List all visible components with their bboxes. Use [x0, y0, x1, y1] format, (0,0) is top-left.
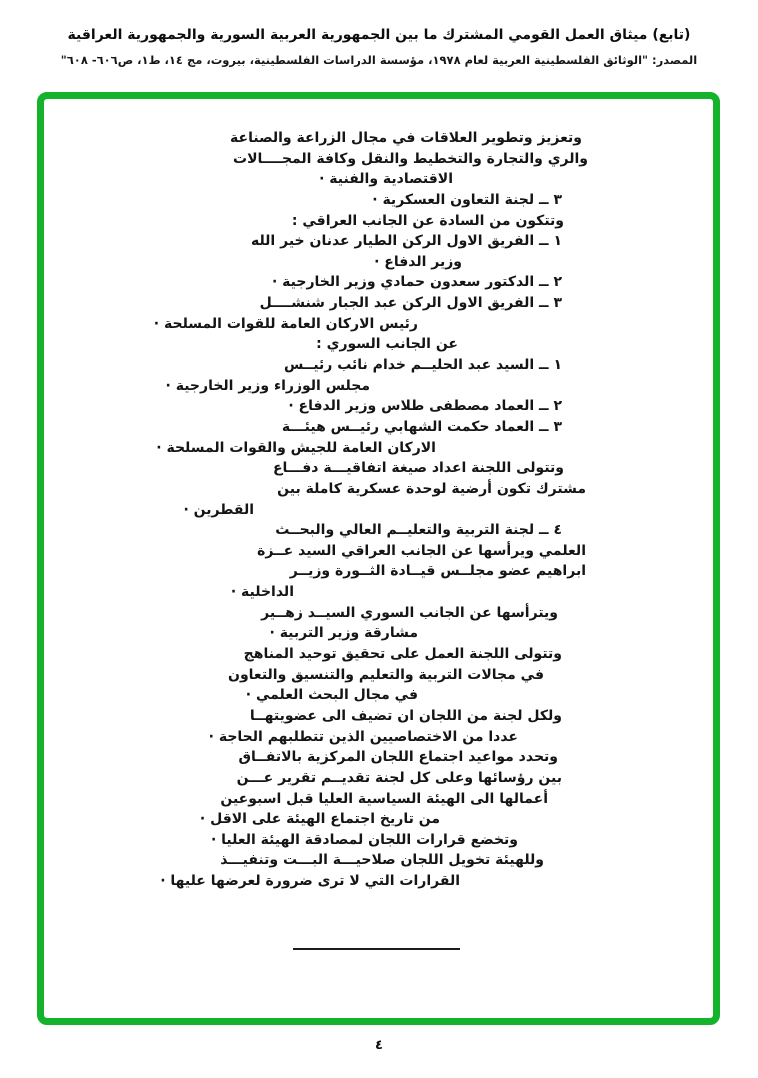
text-line: العلمي ويرأسها عن الجانب العراقي السيد عــزة	[257, 542, 586, 559]
footer-divider-line	[293, 948, 460, 950]
text-line: ويترأسها عن الجانب السوري السيــد زهــير	[261, 604, 558, 621]
text-line: والري والتجارة والتخطيط والنقل وكافة المجــــالات	[233, 150, 588, 167]
text-line: وللهيئة تخويل اللجان صلاحيـــة البـــت وتنفيـــذ	[220, 852, 544, 869]
text-line: القرارات التي لا ترى ضرورة لعرضها عليها ·	[160, 873, 460, 890]
text-line: ولكل لجنة من اللجان ان تضيف الى عضويتهــا	[249, 707, 562, 724]
text-line: القطرين ·	[183, 501, 254, 518]
page-header	[20, 24, 738, 68]
text-line: مجلس الوزراء وزير الخارجية ·	[165, 377, 370, 394]
text-line: وتعزيز وتطوير العلاقات في مجال الزراعة والصناعة	[230, 130, 582, 146]
text-line: مشارقة وزير التربية ·	[269, 625, 418, 642]
page-number: ٤	[375, 1038, 383, 1053]
text-line: ٤ ــ لجنة التربية والتعليــم العالي والبحــث	[275, 522, 562, 539]
text-line: في مجال البحث العلمي ·	[245, 687, 418, 704]
text-line: الاقتصادية والفنية ·	[319, 171, 453, 188]
text-line: عن الجانب السوري :	[316, 336, 458, 353]
text-line: في مجالات التربية والتعليم والتنسيق والتعاون	[228, 666, 544, 683]
text-line: ١ ــ الفريق الاول الركن الطيار عدنان خير الله	[250, 233, 562, 250]
text-line: ٢ ــ الدكتور سعدون حمادي وزير الخارجية ·	[271, 274, 562, 291]
text-line: وتحدد مواعيد اجتماع اللجان المركزية بالاتفــاق	[238, 749, 558, 766]
text-line: وزير الدفاع ·	[374, 253, 462, 270]
text-line: ٣ ــ الفريق الاول الركن عبد الجبار شنشــــل	[259, 295, 562, 312]
text-line: عددا من الاختصاصيين الذين تتطلبهم الحاجة ·	[208, 728, 518, 745]
text-line: بين رؤسائها وعلى كل لجنة تقديــم تقرير عـــن	[236, 769, 562, 786]
document-title: (تابع) ميثاق العمل القومي المشترك ما بين الجمهورية العربية السورية والجمهورية العراقية	[67, 27, 691, 43]
text-line: الاركان العامة للجيش والقوات المسلحة ·	[156, 439, 436, 456]
text-line: مشترك تكون أرضية لوحدة عسكرية كاملة بين	[277, 480, 586, 497]
text-line: وتتولى اللجنة العمل على تحقيق توحيد المناهج	[243, 646, 562, 663]
body-text	[153, 128, 588, 892]
text-line: ٣ ــ العماد حكمت الشهابي رئيــس هيئـــة	[281, 418, 562, 435]
text-line: الداخلية ·	[230, 584, 294, 601]
source-citation: المصدر: "الوثائق الفلسطينية العربية لعام ١٩٧٨، مؤسسة الدراسات الفلسطينية، بيروت، مج ١٤، ط١، ص٦٠٦- ٦٠٨"	[60, 53, 698, 67]
text-line: وتتكون من السادة عن الجانب العراقي :	[291, 212, 564, 229]
text-line: ٣ ــ لجنة التعاون العسكرية ·	[372, 191, 562, 208]
text-line: أعمالها الى الهيئة السياسية العليا قبل اسبوعين	[220, 790, 548, 807]
text-line: ابراهيم عضو مجلــس قيــادة الثــورة وزيــر	[289, 563, 586, 580]
text-line: وتخضع قرارات اللجان لمصادقة الهيئة العليا ·	[210, 831, 518, 848]
text-line: ٢ ــ العماد مصطفى طلاس وزير الدفاع ·	[288, 398, 562, 415]
text-line: ١ ــ السيد عبد الحليــم خدام نائب رئيــس	[283, 357, 562, 374]
text-line: من تاريخ اجتماع الهيئة على الاقل ·	[199, 811, 440, 828]
text-line: وتتولى اللجنة اعداد صيغة اتفاقيـــة دفـــاع	[272, 460, 564, 477]
text-line: رئيس الاركان العامة للقوات المسلحة ·	[153, 315, 418, 332]
